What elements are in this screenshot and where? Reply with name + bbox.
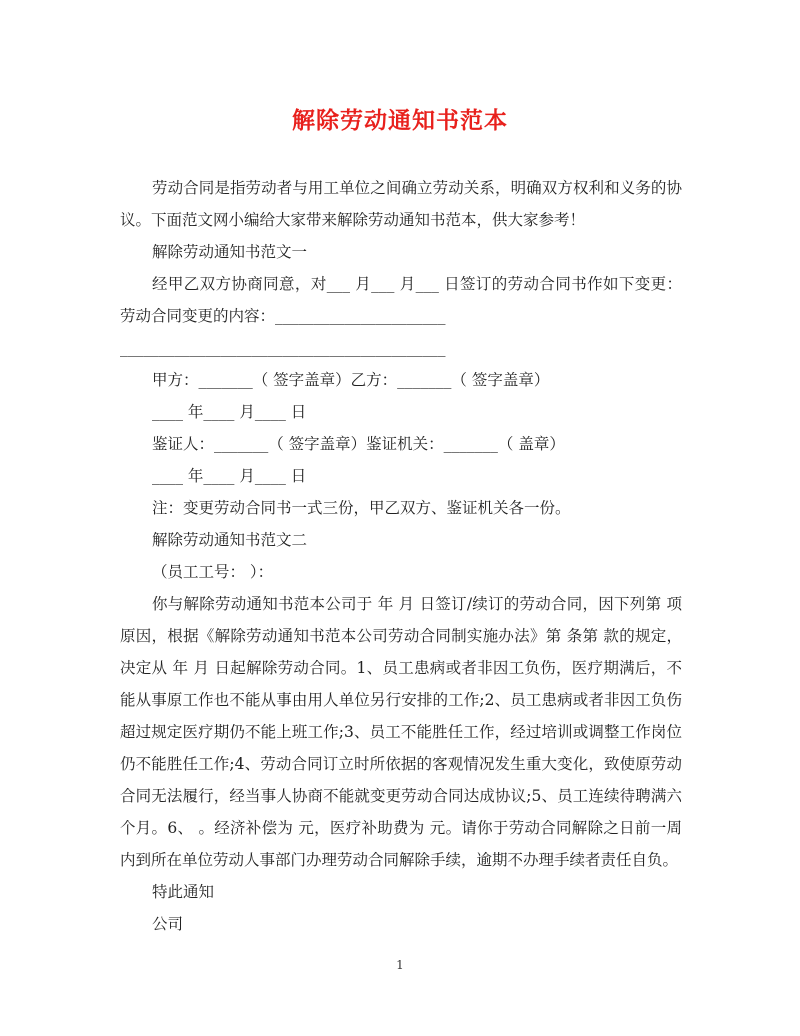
notice-closing: 特此通知 [152, 883, 215, 901]
witness-date-line: ____ 年____ 月____ 日 [152, 467, 307, 485]
intro-paragraph: 劳动合同是指劳动者与用工单位之间确立劳动关系，明确双方权利和义务的协议。下面范文网小编给大家带来解除劳动通知书范本，供大家参考！ [120, 179, 682, 229]
change-clause-paragraph: 经甲乙双方协商同意，对___ 月___ 月___ 日签订的劳动合同书作如下变更：劳动合同变更的内容：______________________ [120, 275, 682, 325]
termination-paragraph: 你与解除劳动通知书范本公司于 年 月 日签订/续订的劳动合同，因下列第 项原因，根据《解除劳动通知书范本公司劳动合同制实施办法》第 条第 款的规定，决定从 年 月 日起解除劳动合同。1、员工患病或者非因工负伤，医疗期满后，不能从事原工作也不能从事由用人单位另行安排的工作;2、员工患病或者非因工负伤超过规定医疗期仍不能上班工作;3、员工不能胜任工作，经过培训或调整工作岗位仍不能胜任工作;4、劳动合同订立时所依据的客观情况发生重大变化，致使原劳动合同无法履行，经当事人协商不能就变更劳动合同达成协议;5、员工连续待聘满六个月。6、 。经济补偿为 元，医疗补助费为 元。请你于劳动合同解除之日前一周内到所在单位劳动人事部门办理劳动合同解除手续，逾期不办理手续者责任自负。 [120, 595, 682, 869]
employee-id-line: （员工工号： ）： [152, 563, 274, 581]
page-number: 1 [396, 958, 404, 972]
witness-signature-line: 鉴证人：_______（ 签字盖章）鉴证机关：_______（ 盖章） [152, 435, 565, 453]
section-heading-one: 解除劳动通知书范文一 [152, 243, 308, 261]
section-heading-two: 解除劳动通知书范文二 [152, 531, 308, 549]
change-content-blank-line: __________________________________________ [120, 339, 446, 357]
note-paragraph: 注：变更劳动合同书一式三份，甲乙双方、鉴证机关各一份。 [152, 499, 571, 517]
document-title: 解除劳动通知书范本 [292, 107, 508, 134]
company-signature: 公司 [152, 915, 184, 933]
party-date-line: ____ 年____ 月____ 日 [152, 403, 307, 421]
document-body [120, 172, 682, 940]
party-signature-line: 甲方：_______（ 签字盖章）乙方：_______（ 签字盖章） [152, 371, 550, 389]
